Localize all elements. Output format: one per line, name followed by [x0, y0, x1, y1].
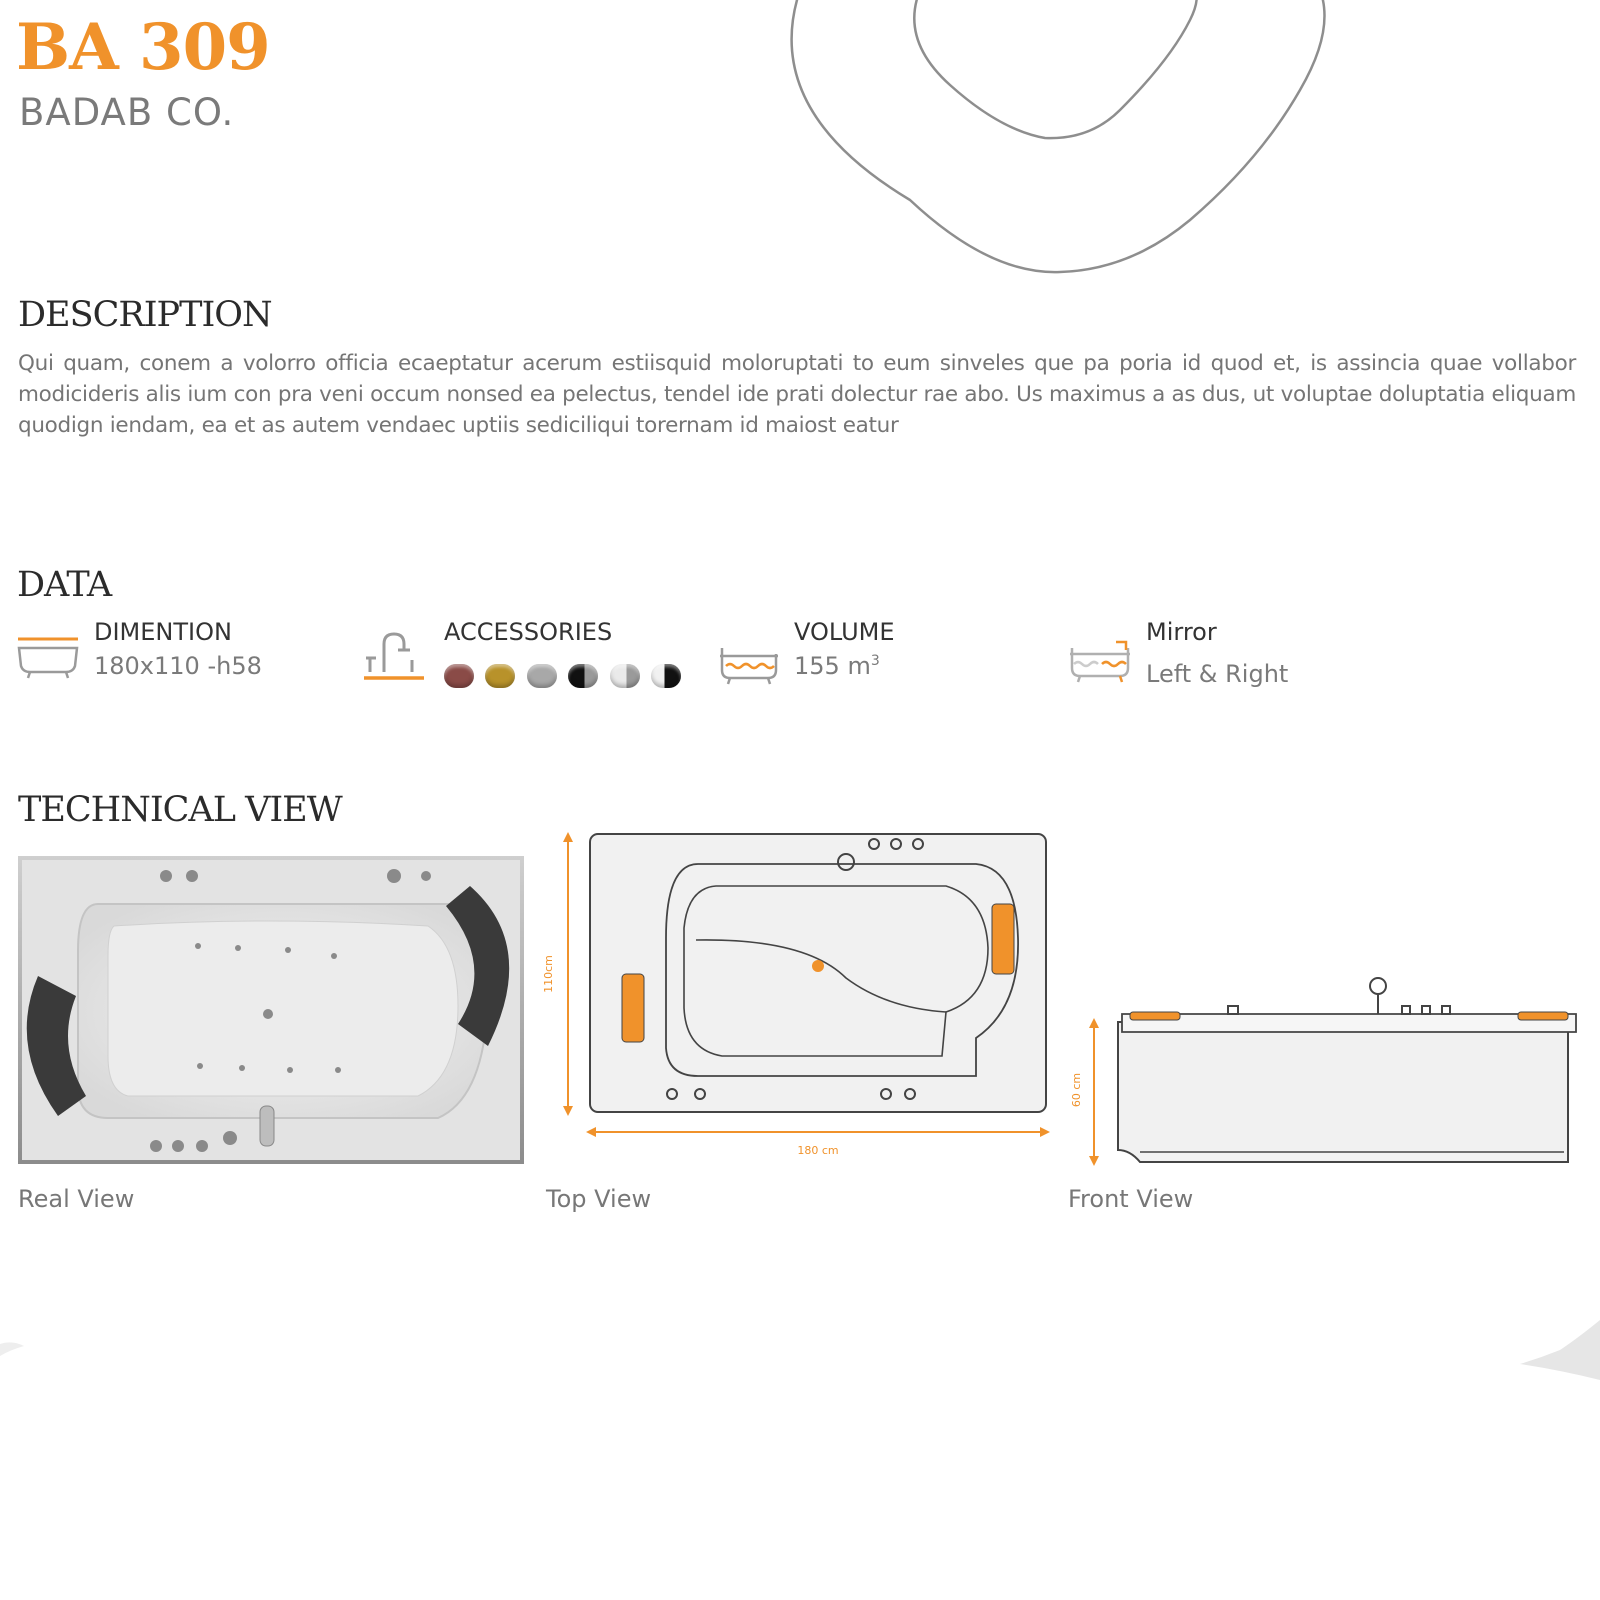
- finish-swatch-gold[interactable]: [485, 664, 515, 688]
- dimension-value: 180x110 -h58: [94, 652, 262, 680]
- volume-unit-superscript: 3: [870, 653, 880, 669]
- model-title: BA 309: [16, 10, 270, 85]
- accessories-label: ACCESSORIES: [444, 618, 613, 646]
- bathtub-water-icon: [718, 640, 780, 686]
- finish-swatch-silver[interactable]: [527, 664, 557, 688]
- finish-swatch-copper[interactable]: [444, 664, 474, 688]
- product-outline-illustration: [790, 0, 1350, 280]
- description-text: Qui quam, conem a volorro officia ecaeptatur acerum estiisquid moloruptati to eum sinveles que pa poria id quod et, is assincia quae vollabor modicideris alis ium con pra veni occum nonsed ea pelectus, tendel ide prati dolectur rae abo. Us maximus a as dus, ut voluptae doluptatia eliquam quodign iendam, ea et as autem vendaec uptiis sediciliqui torernam id maiost eatur: [18, 351, 1576, 438]
- top-view-width-label: 180 cm: [797, 1144, 839, 1157]
- front-view-caption: Front View: [1068, 1185, 1194, 1213]
- real-view-caption: Real View: [18, 1185, 135, 1213]
- volume-value: 155 m: [794, 652, 871, 680]
- mirrored-bathtub-icon: [1068, 638, 1132, 686]
- volume-label: VOLUME: [794, 618, 895, 646]
- data-heading: DATA: [17, 565, 112, 605]
- real-view-image[interactable]: [18, 856, 524, 1164]
- mirror-label: Mirror: [1146, 618, 1217, 646]
- description-heading: DESCRIPTION: [18, 295, 272, 335]
- technical-view-heading: TECHNICAL VIEW: [18, 790, 342, 830]
- volume-value-wrap: [794, 654, 880, 678]
- front-view-drawing[interactable]: [1070, 970, 1580, 1166]
- top-view-drawing[interactable]: [542, 828, 1056, 1160]
- brand-name: BADAB CO.: [19, 91, 235, 134]
- top-view-caption: Top View: [546, 1185, 652, 1213]
- decorative-splash-right: [1500, 1320, 1600, 1400]
- decorative-splash-left: [0, 1330, 60, 1370]
- bathtub-outline-icon: [16, 634, 80, 682]
- finish-swatch-black-chrome[interactable]: [568, 664, 598, 688]
- finish-swatch-white-chrome[interactable]: [610, 664, 640, 688]
- finish-swatch-white-black[interactable]: [651, 664, 681, 688]
- dimension-label: DIMENTION: [94, 618, 232, 646]
- front-view-height-label: 60 cm: [1070, 1072, 1083, 1108]
- top-view-height-label: 110cm: [542, 955, 555, 993]
- mirror-value: Left & Right: [1146, 660, 1289, 688]
- faucet-icon: [364, 630, 424, 686]
